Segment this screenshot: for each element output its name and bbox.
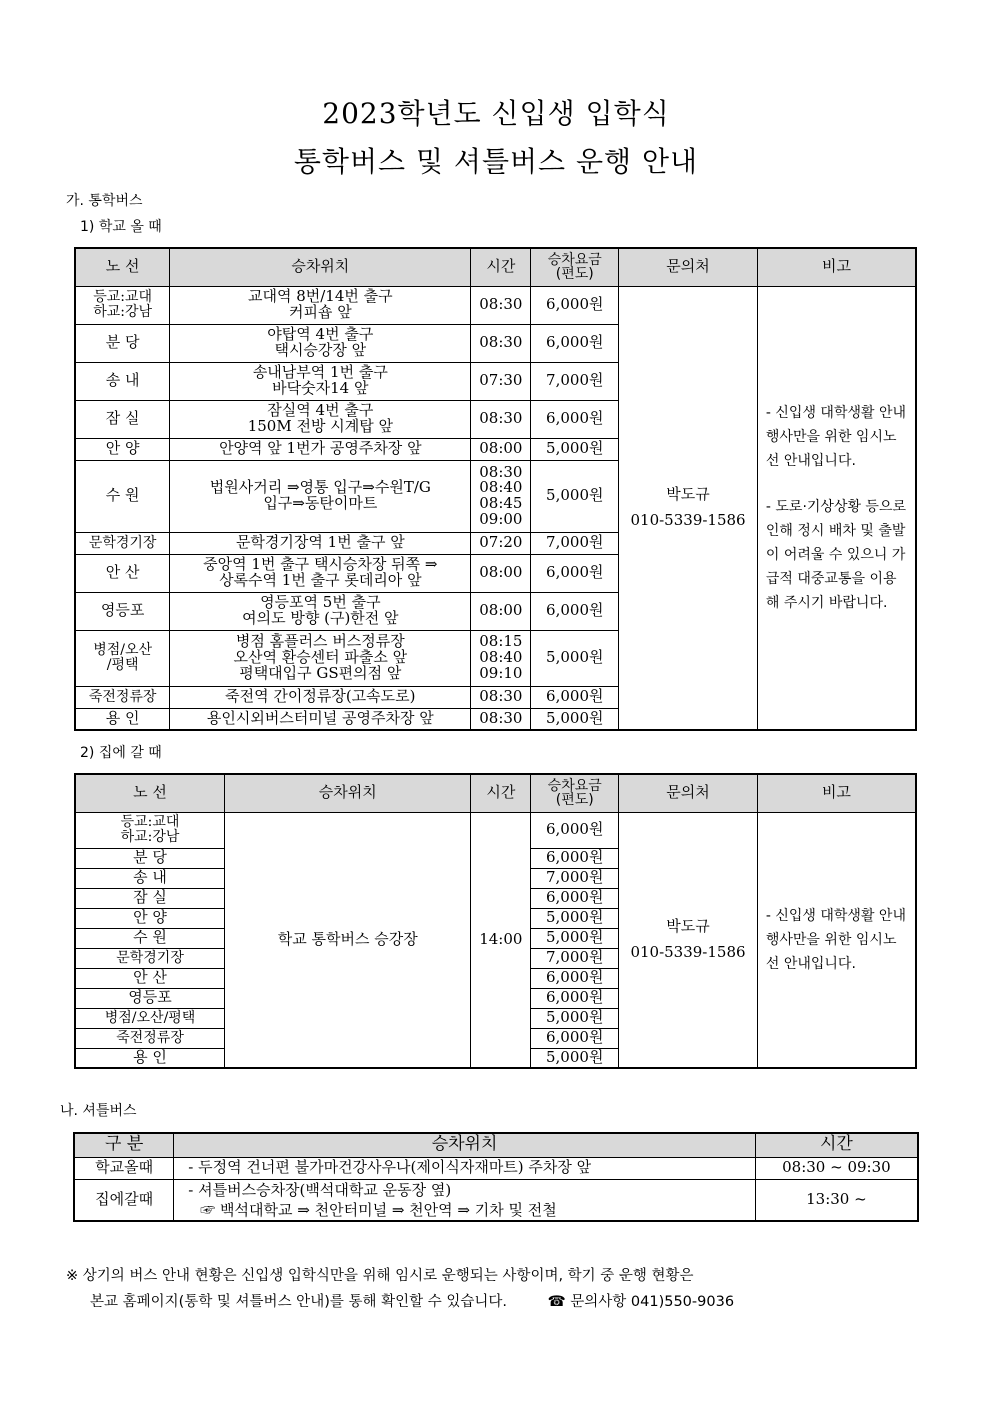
fare-cell: 6,000원	[531, 1028, 619, 1048]
shuttle-stop-line-1: - 셔틀버스승차장(백석대학교 운동장 옆)	[188, 1180, 452, 1199]
time-cell: 14:00	[471, 812, 531, 1068]
route-cell: 병점/오산 /평택	[75, 630, 170, 686]
footer-line-2	[90, 1290, 734, 1311]
time-cell: 08:00	[471, 438, 531, 460]
header-time: 시간	[755, 1133, 918, 1157]
time-cell: 08:00	[471, 592, 531, 630]
time-cell: 08:30	[471, 686, 531, 708]
footer-phone: ☎ 문의사항 041)550-9036	[547, 1294, 735, 1310]
fare-cell: 6,000원	[531, 848, 619, 868]
route-cell: 분 당	[75, 324, 170, 362]
fare-cell: 7,000원	[531, 948, 619, 968]
time-cell: 07:30	[471, 362, 531, 400]
footer-line-1: ※ 상기의 버스 안내 현황은 신입생 입학식만을 위해 임시로 운행되는 사항이며, 학기 중 운행 현황은	[66, 1268, 694, 1284]
contact-name: 박도규	[666, 485, 710, 503]
table-row	[74, 1157, 918, 1179]
header-stop: 승차위치	[225, 774, 471, 812]
header-route: 노 선	[75, 248, 170, 286]
route-cell: 문학경기장	[75, 948, 225, 968]
fare-cell: 5,000원	[531, 928, 619, 948]
time-cell: 08:30	[471, 400, 531, 438]
route-cell: 용 인	[75, 1048, 225, 1068]
note-paragraph-1: - 신입생 대학생활 안내 행사만을 위한 임시노선 안내입니다.	[765, 404, 907, 469]
fare-cell: 7,000원	[531, 362, 619, 400]
fare-cell: 5,000원	[531, 460, 619, 532]
contact-name: 박도규	[666, 917, 710, 935]
time-cell: 08:30	[471, 286, 531, 324]
route-cell: 안 산	[75, 968, 225, 988]
table-row	[75, 812, 916, 848]
table-to-home	[74, 773, 917, 1069]
header-stop: 승차위치	[170, 248, 471, 286]
route-cell: 잠 실	[75, 888, 225, 908]
header-fare: 승차요금 (편도)	[531, 774, 619, 812]
fare-cell: 6,000원	[531, 968, 619, 988]
note-paragraph: - 신입생 대학생활 안내 행사만을 위한 임시노선 안내입니다.	[765, 907, 906, 972]
fare-cell: 5,000원	[531, 438, 619, 460]
route-cell: 안 양	[75, 908, 225, 928]
time-cell: 08:00	[471, 554, 531, 592]
route-cell: 등교:교대 하교:강남	[75, 812, 225, 848]
contact-cell	[619, 812, 758, 1068]
fare-cell: 5,000원	[531, 1008, 619, 1028]
route-cell: 송 내	[75, 362, 170, 400]
fare-cell: 6,000원	[531, 286, 619, 324]
shuttle-type: 집에갈때	[74, 1179, 174, 1221]
contact-cell	[619, 286, 758, 730]
route-cell: 안 양	[75, 438, 170, 460]
header-stop: 승차위치	[174, 1133, 756, 1157]
title-line-2: 통학버스 및 셔틀버스 운행 안내	[293, 145, 699, 178]
route-cell: 영등포	[75, 988, 225, 1008]
time-cell: 07:20	[471, 532, 531, 554]
route-cell: 영등포	[75, 592, 170, 630]
stop-cell: 죽전역 간이정류장(고속도로)	[170, 686, 471, 708]
header-note: 비고	[757, 248, 916, 286]
stop-cell: 문학경기장역 1번 출구 앞	[170, 532, 471, 554]
fare-cell: 6,000원	[531, 592, 619, 630]
stop-cell: 중앙역 1번 출구 택시승차장 뒤쪽 ⇒ 상록수역 1번 출구 롯데리아 앞	[170, 554, 471, 592]
header-type: 구 분	[74, 1133, 174, 1157]
route-cell: 잠 실	[75, 400, 170, 438]
time-cell: 08:15 08:40 09:10	[471, 630, 531, 686]
table-row	[75, 286, 916, 324]
header-route: 노 선	[75, 774, 225, 812]
title-line-1: 2023학년도 신입생 입학식	[322, 97, 670, 130]
fare-cell: 7,000원	[531, 868, 619, 888]
subsection-to-home: 2) 집에 갈 때	[80, 745, 162, 761]
stop-cell: 병점 홈플러스 버스정류장 오산역 환승센터 파출소 앞 평택대입구 GS편의점 앞	[170, 630, 471, 686]
route-cell: 용 인	[75, 708, 170, 730]
fare-cell: 5,000원	[531, 708, 619, 730]
stop-cell: 학교 통학버스 승강장	[225, 812, 471, 1068]
contact-phone: 010-5339-1586	[630, 510, 746, 529]
note-paragraph-2: - 도로·기상상황 등으로 인해 정시 배차 및 출발이 어려울 수 있으니 가급적 대중교통을 이용해 주시기 바랍니다.	[765, 498, 907, 611]
stop-cell: 법원사거리 ⇒영통 입구⇒수원T/G 입구⇒동탄이마트	[170, 460, 471, 532]
fare-cell: 5,000원	[531, 908, 619, 928]
route-cell: 죽전정류장	[75, 686, 170, 708]
fare-cell: 6,000원	[531, 554, 619, 592]
stop-cell: 영등포역 5번 출구 여의도 방향 (구)한전 앞	[170, 592, 471, 630]
fare-cell: 6,000원	[531, 988, 619, 1008]
fare-cell: 6,000원	[531, 812, 619, 848]
shuttle-stop: - 두정역 건너편 불가마건강사우나(제이식자재마트) 주차장 앞	[174, 1157, 756, 1179]
stop-cell: 야탑역 4번 출구 택시승강장 앞	[170, 324, 471, 362]
route-cell: 등교:교대 하교:강남	[75, 286, 170, 324]
table-shuttle	[73, 1132, 919, 1222]
stop-cell: 송내남부역 1번 출구 바닥숫자14 앞	[170, 362, 471, 400]
footer-text: 본교 홈페이지(통학 및 셔틀버스 안내)를 통해 확인할 수 있습니다.	[90, 1294, 507, 1310]
fare-cell: 5,000원	[531, 1048, 619, 1068]
header-time: 시간	[471, 248, 531, 286]
route-cell: 죽전정류장	[75, 1028, 225, 1048]
fare-cell: 7,000원	[531, 532, 619, 554]
note-cell	[757, 286, 916, 730]
time-cell: 08:30 08:40 08:45 09:00	[471, 460, 531, 532]
header-time: 시간	[471, 774, 531, 812]
stop-cell: 잠실역 4번 출구 150M 전방 시계탑 앞	[170, 400, 471, 438]
fare-cell: 6,000원	[531, 400, 619, 438]
route-cell: 송 내	[75, 868, 225, 888]
header-note: 비고	[757, 774, 916, 812]
shuttle-time: 13:30 ~	[755, 1179, 918, 1221]
table-to-school	[74, 247, 917, 731]
route-cell: 수 원	[75, 928, 225, 948]
shuttle-type: 학교올때	[74, 1157, 174, 1179]
shuttle-route-line: ☞ 백석대학교 ⇒ 천안터미널 ⇒ 천안역 ⇒ 기차 및 전철	[200, 1200, 557, 1219]
header-fare: 승차요금 (편도)	[531, 248, 619, 286]
time-cell: 08:30	[471, 708, 531, 730]
shuttle-time: 08:30 ~ 09:30	[755, 1157, 918, 1179]
route-cell: 병점/오산/평택	[75, 1008, 225, 1028]
subsection-to-school: 1) 학교 올 때	[80, 219, 162, 235]
stop-cell: 용인시외버스터미널 공영주차장 앞	[170, 708, 471, 730]
header-contact: 문의처	[619, 774, 758, 812]
route-cell: 안 산	[75, 554, 170, 592]
stop-cell: 안양역 앞 1번가 공영주차장 앞	[170, 438, 471, 460]
section-commute-bus: 가. 통학버스	[66, 193, 143, 209]
route-cell: 수 원	[75, 460, 170, 532]
note-cell	[757, 812, 916, 1068]
fare-cell: 6,000원	[531, 888, 619, 908]
fare-cell: 6,000원	[531, 686, 619, 708]
route-cell: 분 당	[75, 848, 225, 868]
shuttle-stop	[174, 1179, 756, 1221]
fare-cell: 5,000원	[531, 630, 619, 686]
section-shuttle-bus: 나. 셔틀버스	[60, 1103, 137, 1119]
header-contact: 문의처	[619, 248, 758, 286]
contact-phone: 010-5339-1586	[630, 942, 746, 961]
table-row	[74, 1179, 918, 1221]
stop-cell: 교대역 8번/14번 출구 커피숍 앞	[170, 286, 471, 324]
fare-cell: 6,000원	[531, 324, 619, 362]
route-cell: 문학경기장	[75, 532, 170, 554]
time-cell: 08:30	[471, 324, 531, 362]
